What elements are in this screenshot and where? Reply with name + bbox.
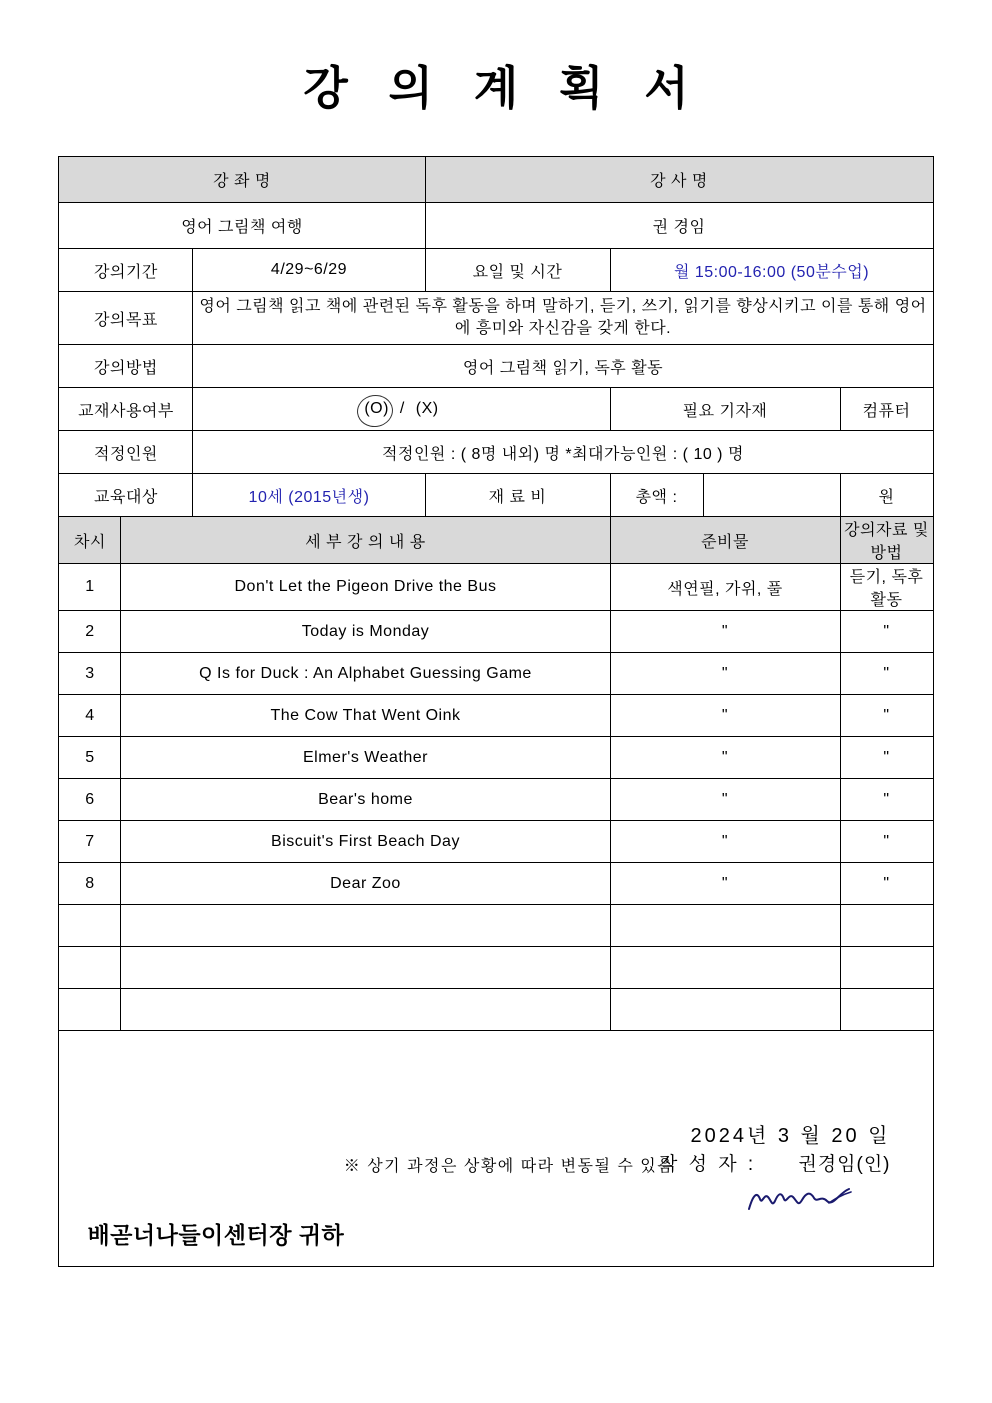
table-row xyxy=(59,653,933,695)
curriculum-content: Dear Zoo xyxy=(121,863,610,905)
textbook-slash: / xyxy=(399,400,405,417)
curriculum-no: 1 xyxy=(59,564,121,611)
curriculum-content xyxy=(121,947,610,989)
course-name-value: 영어 그림책 여행 xyxy=(59,203,425,249)
curriculum-prep: " xyxy=(610,779,840,821)
capacity-value: 적정인원 : ( 8명 내외) 명 *최대가능인원 : ( 10 ) 명 xyxy=(193,431,933,474)
curriculum-col-no: 차시 xyxy=(59,517,121,564)
course-name-header: 강 좌 명 xyxy=(59,157,425,203)
teacher-name-header: 강 사 명 xyxy=(425,157,933,203)
curriculum-content: Today is Monday xyxy=(121,611,610,653)
footer-area xyxy=(59,1031,933,1267)
total-amount-value xyxy=(703,474,840,517)
footer-date: 2024년 3 월 20 일 xyxy=(690,1125,891,1147)
period-value: 4/29~6/29 xyxy=(193,249,425,292)
footer-writer-label: 작 성 자 : xyxy=(658,1154,757,1175)
daytime-value: 월 15:00-16:00 (50분수업) xyxy=(610,249,933,292)
curriculum-no xyxy=(59,947,121,989)
curriculum-col-content: 세 부 강 의 내 용 xyxy=(121,517,610,564)
table-row-footer xyxy=(59,1031,933,1267)
footer-recipient: 배곧너나들이센터장 귀하 xyxy=(87,1222,345,1248)
equipment-label: 필요 기자재 xyxy=(610,388,840,431)
period-label: 강의기간 xyxy=(59,249,193,292)
curriculum-no xyxy=(59,905,121,947)
curriculum-prep xyxy=(610,947,840,989)
footer-note: ※ 상기 과정은 상황에 따라 변동될 수 있음 xyxy=(343,1158,675,1175)
curriculum-prep: 색연필, 가위, 풀 xyxy=(610,564,840,611)
curriculum-method: 듣기, 독후 활동 xyxy=(840,564,933,611)
table-row xyxy=(59,863,933,905)
total-amount-label: 총액 : xyxy=(610,474,703,517)
signature-block xyxy=(659,1121,891,1180)
footer-writer xyxy=(659,1151,891,1180)
page-title: 강 의 계 획 서 xyxy=(303,62,703,114)
curriculum-content: Bear's home xyxy=(121,779,610,821)
table-row xyxy=(59,564,933,611)
curriculum-prep: " xyxy=(610,611,840,653)
capacity-label: 적정인원 xyxy=(59,431,193,474)
table-row-capacity xyxy=(59,431,933,474)
goal-value: 영어 그림책 읽고 책에 관련된 독후 활동을 하며 말하기, 듣기, 쓰기, 읽기를 향상시키고 이를 통해 영어에 흥미와 자신감을 갖게 한다. xyxy=(193,292,933,345)
textbook-label: 교재사용여부 xyxy=(59,388,193,431)
circle-mark-icon xyxy=(355,393,395,430)
curriculum-no: 5 xyxy=(59,737,121,779)
curriculum-content: Elmer's Weather xyxy=(121,737,610,779)
table-row xyxy=(59,989,933,1031)
curriculum-method xyxy=(840,989,933,1031)
textbook-choice xyxy=(193,388,610,431)
curriculum-method: " xyxy=(840,653,933,695)
textbook-option-x[interactable]: (X) xyxy=(415,400,439,417)
won-label: 원 xyxy=(840,474,933,517)
table-row xyxy=(59,821,933,863)
curriculum-no: 4 xyxy=(59,695,121,737)
curriculum-prep: " xyxy=(610,737,840,779)
curriculum-prep: " xyxy=(610,863,840,905)
curriculum-col-method: 강의자료 및 방법 xyxy=(840,517,933,564)
table-row xyxy=(59,779,933,821)
curriculum-method: " xyxy=(840,695,933,737)
table-row-method xyxy=(59,345,933,388)
table-row-textbook xyxy=(59,388,933,431)
curriculum-prep xyxy=(610,989,840,1031)
curriculum-no xyxy=(59,989,121,1031)
method-value: 영어 그림책 읽기, 독후 활동 xyxy=(193,345,933,388)
curriculum-content: Biscuit's First Beach Day xyxy=(121,821,610,863)
curriculum-col-prep: 준비물 xyxy=(610,517,840,564)
curriculum-no: 7 xyxy=(59,821,121,863)
footer-writer-name: 권경임(인) xyxy=(798,1154,891,1175)
goal-label: 강의목표 xyxy=(59,292,193,345)
curriculum-content: The Cow That Went Oink xyxy=(121,695,610,737)
target-value: 10세 (2015년생) xyxy=(193,474,425,517)
table-row xyxy=(59,695,933,737)
textbook-option-o[interactable] xyxy=(364,400,389,418)
curriculum-method: " xyxy=(840,611,933,653)
table-row xyxy=(59,947,933,989)
daytime-label: 요일 및 시간 xyxy=(425,249,610,292)
table-row-course-header xyxy=(59,157,933,203)
curriculum-prep: " xyxy=(610,653,840,695)
curriculum-method xyxy=(840,905,933,947)
curriculum-method xyxy=(840,947,933,989)
table-row-target xyxy=(59,474,933,517)
equipment-value: 컴퓨터 xyxy=(840,388,933,431)
curriculum-content xyxy=(121,905,610,947)
material-fee-label: 재 료 비 xyxy=(425,474,610,517)
table-row-goal xyxy=(59,292,933,345)
table-row xyxy=(59,905,933,947)
curriculum-method: " xyxy=(840,737,933,779)
lecture-plan-table xyxy=(58,156,933,1267)
curriculum-method: " xyxy=(840,821,933,863)
curriculum-no: 3 xyxy=(59,653,121,695)
table-row-period xyxy=(59,249,933,292)
curriculum-method: " xyxy=(840,863,933,905)
curriculum-prep: " xyxy=(610,821,840,863)
curriculum-header-row xyxy=(59,517,933,564)
table-row-names xyxy=(59,203,933,249)
teacher-name-value: 권 경임 xyxy=(425,203,933,249)
curriculum-content: Q Is for Duck : An Alphabet Guessing Game xyxy=(121,653,610,695)
target-label: 교육대상 xyxy=(59,474,193,517)
curriculum-method: " xyxy=(840,779,933,821)
table-row xyxy=(59,737,933,779)
method-label: 강의방법 xyxy=(59,345,193,388)
curriculum-prep xyxy=(610,905,840,947)
table-row xyxy=(59,611,933,653)
curriculum-no: 2 xyxy=(59,611,121,653)
textbook-option-o-label: (O) xyxy=(364,400,389,417)
curriculum-no: 8 xyxy=(59,863,121,905)
curriculum-content: Don't Let the Pigeon Drive the Bus xyxy=(121,564,610,611)
handwritten-signature-icon xyxy=(745,1181,855,1215)
curriculum-no: 6 xyxy=(59,779,121,821)
curriculum-content xyxy=(121,989,610,1031)
curriculum-prep: " xyxy=(610,695,840,737)
